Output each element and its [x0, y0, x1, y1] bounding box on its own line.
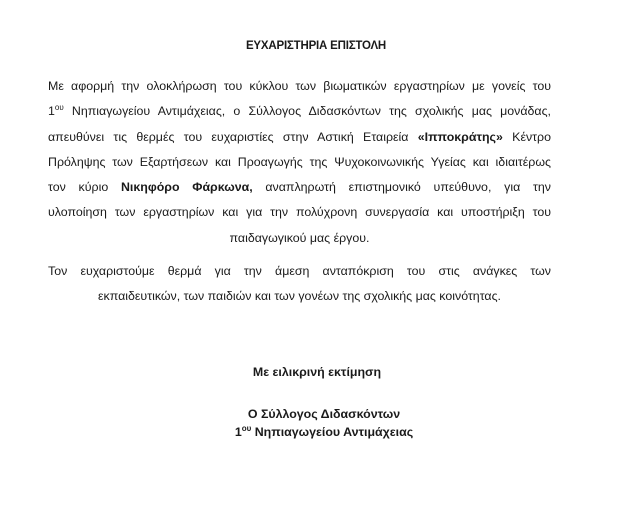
signature-line [30, 423, 618, 441]
paragraph-line: Πρόληψης των Εξαρτήσεων και Προαγωγής της Ψυχοκοινωνικής Υγείας και ιδιαιτέρως [48, 154, 551, 169]
paragraph-line-text: Νηπιαγωγείου Αντιμάχειας, ο Σύλλογος Διδασκόντων της σχολικής μας μονάδας, [63, 104, 551, 119]
person-name: Νικηφόρο Φάρκωνα, [120, 180, 253, 195]
paragraph-line [48, 125, 551, 150]
paragraph-line [48, 175, 551, 200]
paragraph-thanks [48, 259, 551, 310]
letter-title: ΕΥΧΑΡΙΣΤΗΡΙΑ ΕΠΙΣΤΟΛΗ [245, 40, 387, 52]
ordinal-number: 1 [48, 104, 55, 119]
paragraph-line: υλοποίηση των εργαστηρίων και για την πολύχρονη συνεργασία και υποστήριξη του [48, 205, 551, 220]
paragraph-line-text: Κέντρο [502, 129, 551, 144]
ordinal-number: 1 [234, 425, 242, 439]
paragraph-line-text: αναπληρωτή επιστημονικό υπεύθυνο, για την [252, 180, 551, 195]
ordinal-suffix: ου [54, 103, 64, 113]
paragraph-line [48, 99, 551, 124]
signature-line: Ο Σύλλογος Διδασκόντων [247, 407, 401, 421]
closing-phrase: Με ειλικρινή εκτίμηση [252, 365, 382, 379]
school-name: Νηπιαγωγείου Αντιμάχειας [251, 425, 414, 439]
paragraph-line: παιδαγωγικού μας έργου. [229, 230, 370, 245]
paragraph-line: εκπαιδευτικών, των παιδιών και των γονέων της σχολικής μας κοινότητας. [97, 289, 501, 304]
paragraph-line: Τον ευχαριστούμε θερμά για την άμεση ανταπόκριση του στις ανάγκες των [48, 264, 551, 278]
ordinal-suffix: ου [241, 424, 252, 433]
paragraph-line-text: απευθύνει τις θερμές του ευχαριστίες στην Αστική Εταιρεία [48, 129, 418, 144]
organization-name: «Ιπποκράτης» [417, 129, 503, 144]
paragraph-gratitude [48, 74, 551, 251]
paragraph-line: Με αφορμή την ολοκλήρωση του κύκλου των βιωματικών εργαστηρίων με γονείς του [48, 79, 551, 93]
paragraph-line-text: τον κύριο [48, 180, 121, 195]
signature-block [0, 405, 618, 441]
